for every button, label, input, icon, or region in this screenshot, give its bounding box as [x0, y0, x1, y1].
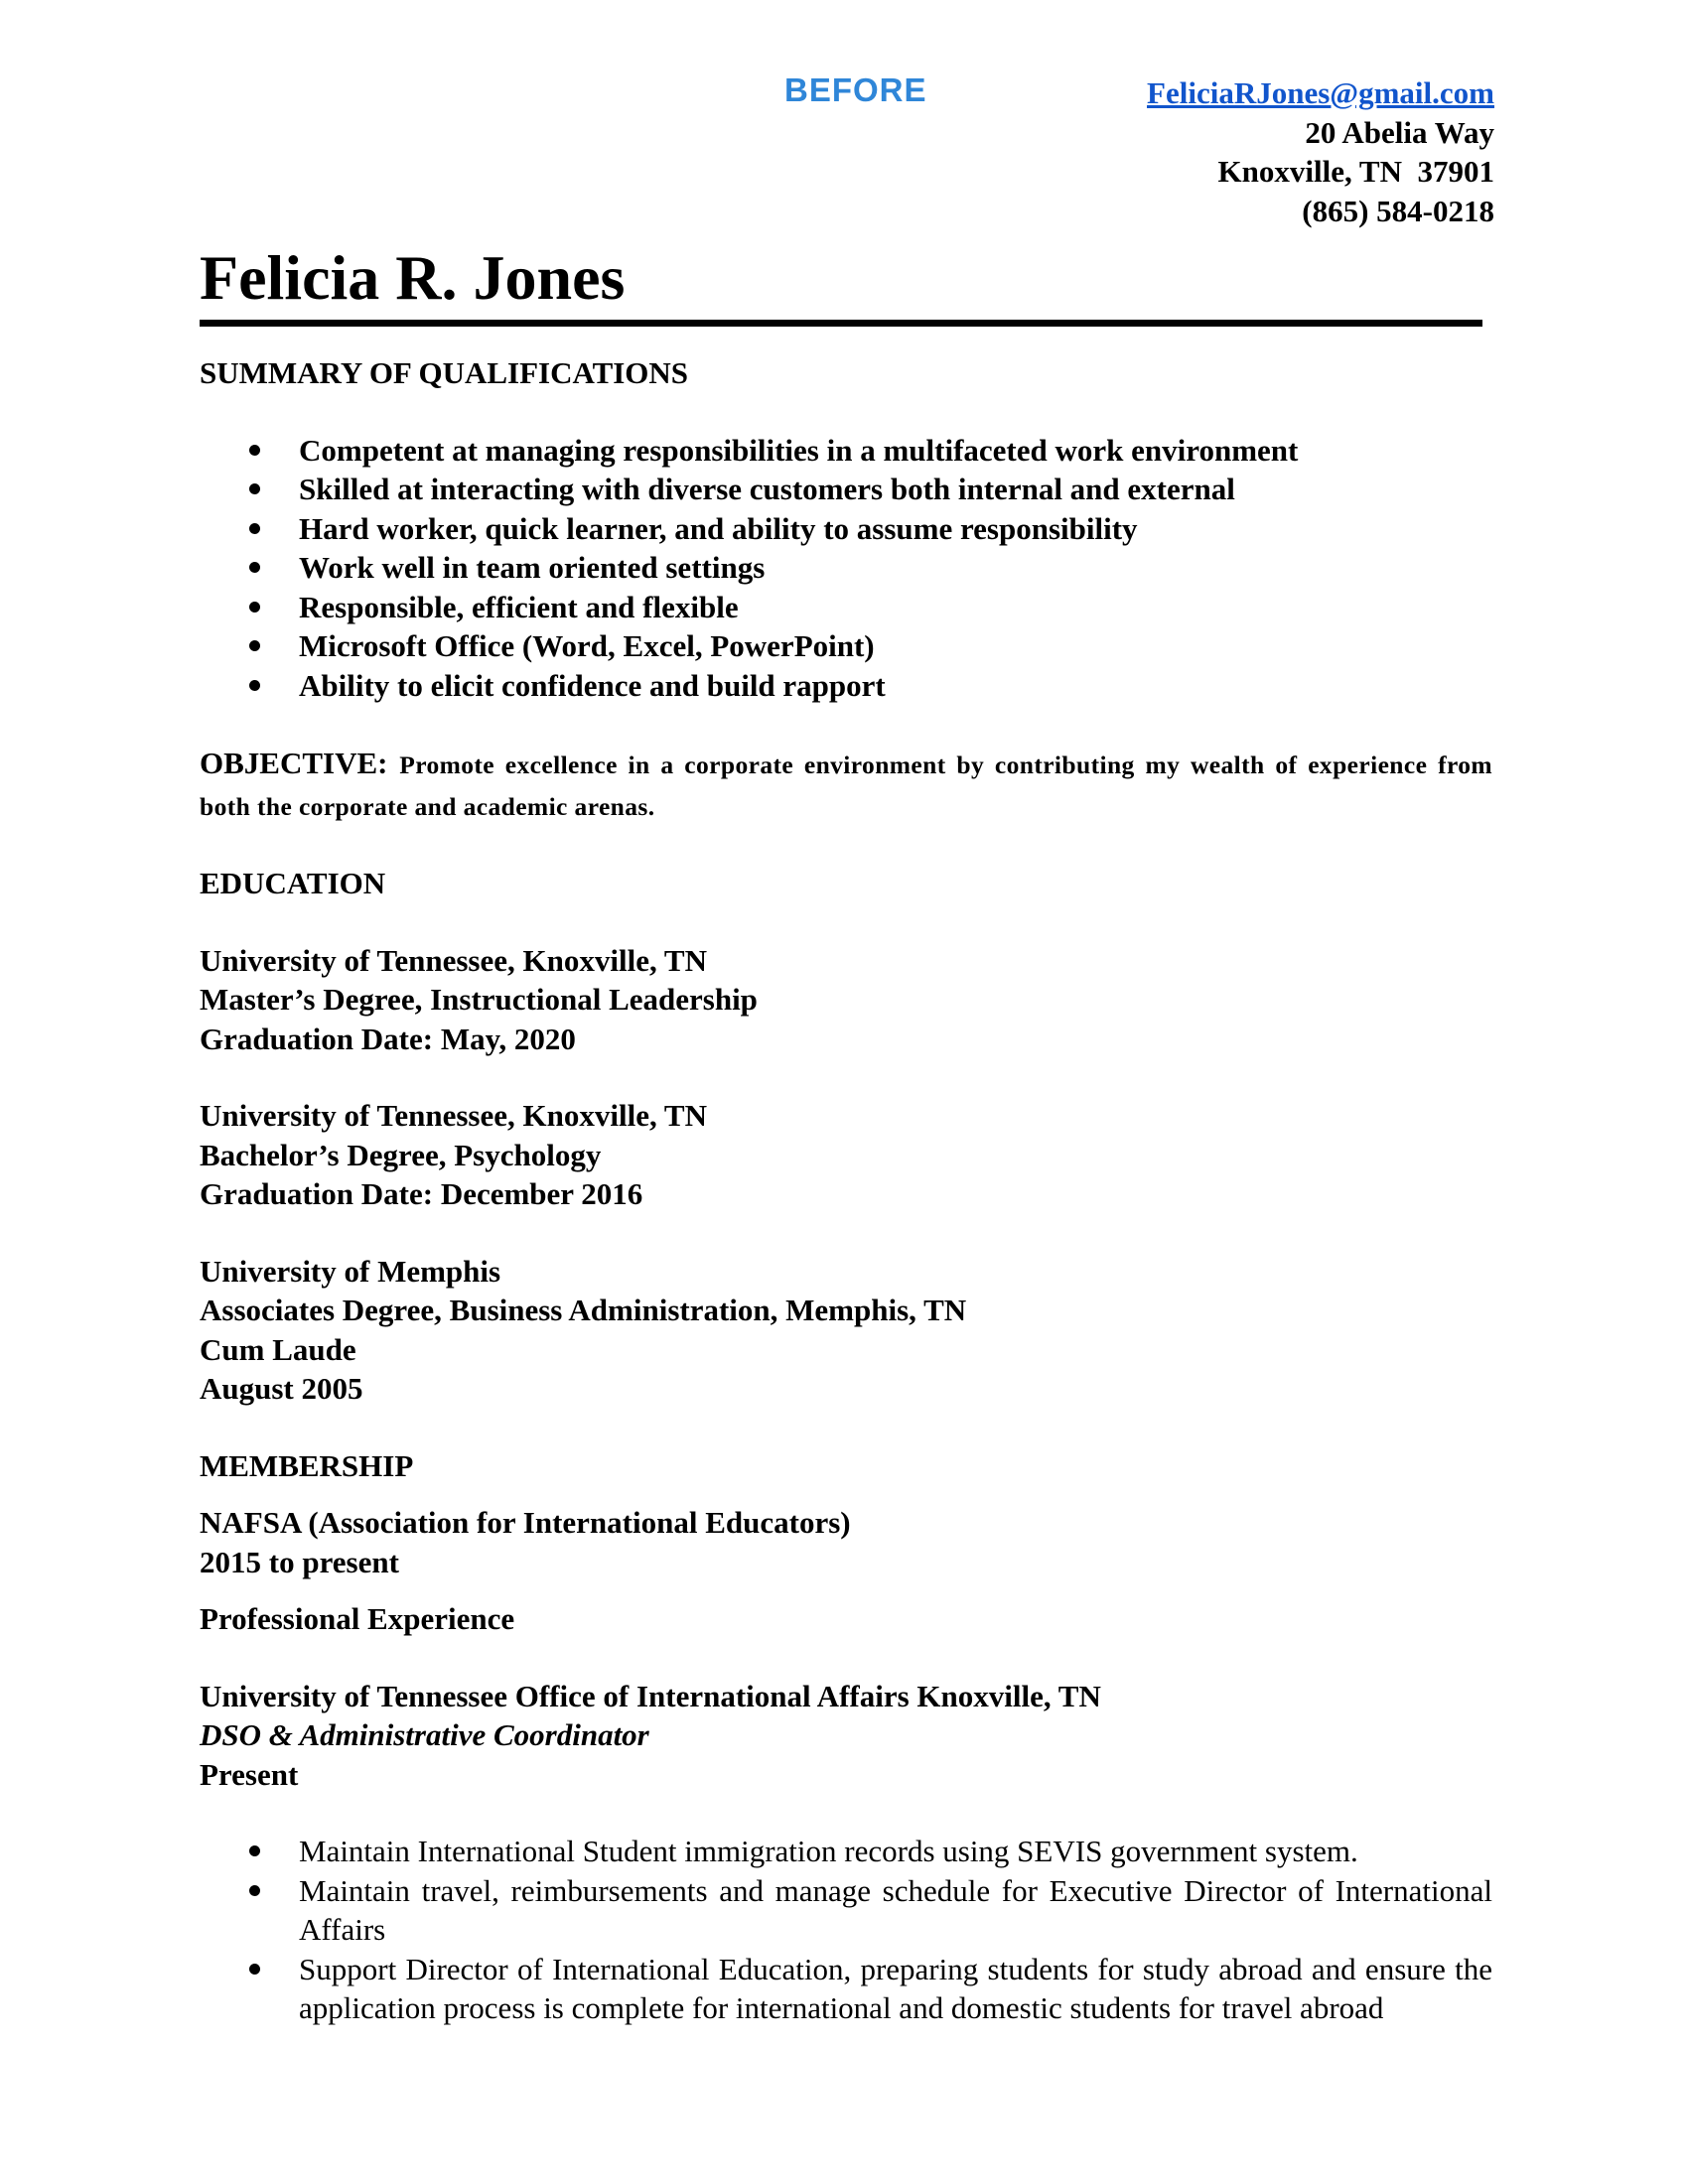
membership-org: NAFSA (Association for International Educators)	[200, 1505, 851, 1540]
experience-heading: Professional Experience	[200, 1601, 515, 1636]
street-address: 20 Abelia Way	[1305, 114, 1494, 150]
degree: Associates Degree, Business Administration, Memphis, TN	[200, 1293, 967, 1327]
education-heading: EDUCATION	[200, 866, 386, 900]
summary-heading: SUMMARY OF QUALIFICATIONS	[200, 355, 689, 390]
candidate-name: Felicia R. Jones	[200, 242, 626, 313]
before-watermark: BEFORE	[784, 71, 927, 108]
city-state-zip: Knoxville, TN 37901	[1217, 154, 1494, 189]
experience-entry	[200, 1677, 1492, 1795]
qualification-item: Microsoft Office (Word, Excel, PowerPoint)	[200, 626, 1492, 666]
email-link[interactable]: FeliciaRJones@gmail.com	[1147, 75, 1494, 110]
degree: Bachelor’s Degree, Psychology	[200, 1137, 602, 1172]
objective-section	[200, 744, 1492, 826]
qualification-item: Competent at managing responsibilities in a multifaceted work environment	[200, 431, 1492, 471]
duties-list	[200, 1832, 1492, 2028]
school-name: University of Tennessee, Knoxville, TN	[200, 1098, 707, 1133]
job-title: DSO & Administrative Coordinator	[200, 1717, 649, 1752]
membership-heading: MEMBERSHIP	[200, 1447, 414, 1483]
job-period: Present	[200, 1756, 299, 1792]
school-name: University of Tennessee, Knoxville, TN	[200, 942, 707, 978]
honor: Cum Laude	[200, 1331, 356, 1367]
membership-entry	[200, 1503, 1492, 1581]
qualifications-list	[200, 431, 1492, 706]
qualification-item: Skilled at interacting with diverse customers both internal and external	[200, 470, 1492, 509]
objective-label: OBJECTIVE:	[200, 746, 388, 780]
education-entry	[200, 941, 1492, 1059]
header-divider	[200, 320, 1482, 327]
contact-block	[1147, 73, 1494, 230]
education-entry	[200, 1252, 1492, 1409]
graduation-date: August 2005	[200, 1371, 363, 1406]
graduation-date: Graduation Date: May, 2020	[200, 1021, 576, 1056]
resume-body	[200, 353, 1492, 2028]
duty-item: Maintain International Student immigration records using SEVIS government system.	[200, 1832, 1492, 1871]
membership-period: 2015 to present	[200, 1544, 399, 1579]
duty-item: Support Director of International Education, preparing students for study abroad and ensure the application process is complete for international and domestic students for travel abroad	[200, 1950, 1492, 2028]
phone-number: (865) 584-0218	[1302, 193, 1494, 228]
graduation-date: Graduation Date: December 2016	[200, 1176, 643, 1211]
education-entry	[200, 1096, 1492, 1214]
qualification-item: Responsible, efficient and flexible	[200, 588, 1492, 627]
employer: University of Tennessee Office of International Affairs Knoxville, TN	[200, 1678, 1101, 1713]
qualification-item: Work well in team oriented settings	[200, 548, 1492, 588]
qualification-item: Hard worker, quick learner, and ability to assume responsibility	[200, 509, 1492, 549]
duty-item: Maintain travel, reimbursements and manage schedule for Executive Director of International Affairs	[200, 1871, 1492, 1950]
objective-text: Promote excellence in a corporate environment by contributing my wealth of experience from both the corporate and academic arenas.	[200, 751, 1493, 821]
school-name: University of Memphis	[200, 1253, 501, 1289]
qualification-item: Ability to elicit confidence and build rapport	[200, 666, 1492, 706]
degree: Master’s Degree, Instructional Leadership	[200, 982, 758, 1017]
